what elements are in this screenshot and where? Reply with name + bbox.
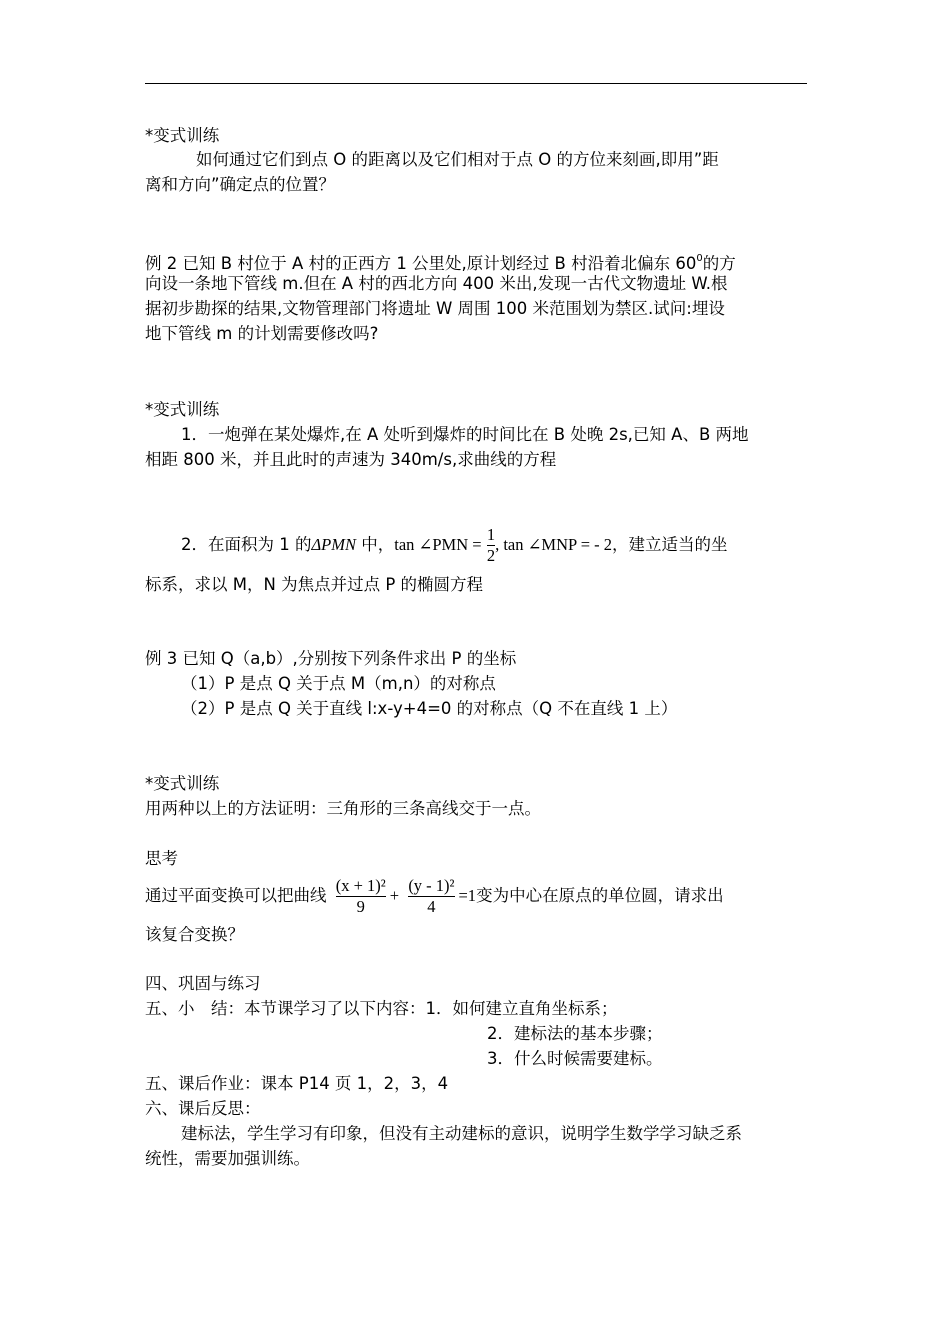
section-4-heading: 四、巩固与练习: [145, 974, 261, 993]
problem-2-line: 标系，求以 M，N 为焦点并过点 P 的椭圆方程: [145, 575, 484, 594]
fraction-x: $\frac{\text{(x + 1)²}}{9}$: [335, 876, 386, 916]
homework-line: 五、课后作业：课本 P14 页 1，2，3，4: [145, 1074, 449, 1093]
example3-line: 例 3 已知 Q（a,b）,分别按下列条件求出 P 的坐标: [145, 649, 517, 668]
example3-line: （1）P 是点 Q 关于点 M（m,n）的对称点: [181, 674, 496, 693]
problem-2-line: 2．在面积为 1 的ΔPMN 中，tan ∠PMN = $\frac{1}{2}$ , tan ∠MNP = - 2，建立适当的坐: [181, 525, 728, 565]
example2-line: 例 2 已知 B 村位于 A 村的正西方 1 公里处,原计划经过 B 村沿着北偏东 $60^0$的方: [145, 253, 736, 273]
think-line: 该复合变换？: [145, 925, 244, 944]
example2-line: 地下管线 m 的计划需要修改吗?: [145, 324, 379, 343]
think-heading: 思考: [145, 849, 178, 868]
summary-line: 五、小 结：本节课学习了以下内容：1．如何建立直角坐标系；: [145, 999, 618, 1018]
problem-1-line: 1．一炮弹在某处爆炸,在 A 处听到爆炸的时间比在 B 处晚 2s,已知 A、B 两地: [181, 425, 749, 444]
example2-line: 向设一条地下管线 m.但在 A 村的西北方向 400 米出,发现一古代文物遗址 W.根: [145, 274, 728, 293]
tan-expression: tan ∠PMN =: [394, 535, 482, 554]
tan-expression: , tan ∠MNP = - 2: [495, 535, 613, 554]
think-line: 通过平面变换可以把曲线 $\frac{\text{(x + 1)²}}{9}$ + $\frac{\text{(y - 1)²}}{4}$ =1变为中心在原点的单位圆，请求出: [145, 876, 724, 916]
variant-training-heading-3: *变式训练: [145, 774, 220, 793]
example3-line: （2）P 是点 Q 关于直线 l:x-y+4=0 的对称点（Q 不在直线 1 上）: [181, 699, 678, 718]
problem-1-line: 相距 800 米，并且此时的声速为 340m/s,求曲线的方程: [145, 450, 557, 469]
summary-line: 3．什么时候需要建标。: [487, 1049, 663, 1068]
fraction-y: $\frac{\text{(y - 1)²}}{4}$: [408, 876, 455, 916]
variant-training-heading-1: *变式训练: [145, 126, 220, 145]
proof-task: 用两种以上的方法证明：三角形的三条高线交于一点。: [145, 799, 541, 818]
question-text: 如何通过它们到点 O 的距离以及它们相对于点 O 的方位来刻画,即用”距: [196, 150, 719, 169]
fraction-one-half: $\frac{1}{2}$: [486, 525, 496, 565]
example2-line: 据初步勘探的结果,文物管理部门将遗址 W 周围 100 米范围划为禁区.试问:埋设: [145, 299, 725, 318]
variant-training-heading-2: *变式训练: [145, 400, 220, 419]
question-text: 离和方向”确定点的位置？: [145, 175, 336, 194]
reflection-heading: 六、课后反思：: [145, 1099, 261, 1118]
reflection-line: 统性，需要加强训练。: [145, 1149, 310, 1168]
summary-line: 2．建标法的基本步骤；: [487, 1024, 663, 1043]
reflection-line: 建标法，学生学习有印象，但没有主动建标的意识，说明学生数学学习缺乏系: [181, 1124, 742, 1143]
header-rule: [145, 83, 807, 84]
